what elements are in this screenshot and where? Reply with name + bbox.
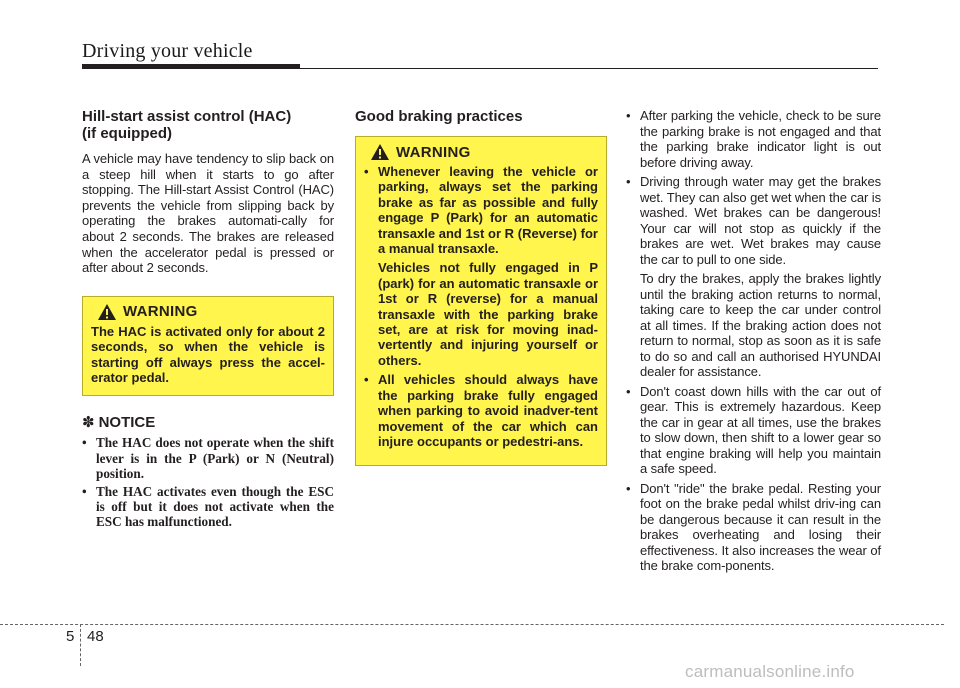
- braking-practices-list: [626, 108, 881, 574]
- warning-triangle-icon: [97, 303, 117, 321]
- notice-heading: [82, 413, 334, 431]
- practice-item-2-cont: To dry the brakes, apply the brakes lightly until the braking action returns to normal, taking care to keep the car under control at all times. If the braking action does not return to normal, stop as soon as it is safe to do so and call an authorised HYUNDAI dealer for assistance.: [640, 271, 881, 379]
- braking-warning-item-1: Whenever leaving the vehicle or parking, always set the parking brake as far as possible and fully engage P (Park) for an automatic transaxle and 1st or R (Reverse) for a manual transaxle.: [378, 164, 598, 257]
- list-item: • All vehicles should always have the parking brake fully engaged when parking to avoid inadver-tent movement of the car which can injure occupants or pedestri-ans.: [364, 372, 598, 449]
- hac-warning-title: WARNING: [123, 303, 198, 321]
- list-item: • After parking the vehicle, check to be sure the parking brake is not engaged and that the parking brake indicator light is out before driving away.: [626, 108, 881, 170]
- header-title: Driving your vehicle: [82, 40, 253, 62]
- notice-item-1: The HAC does not operate when the shift lever is in the P (Park) or N (Neutral) position.: [96, 435, 334, 482]
- braking-warning-list: [364, 164, 598, 449]
- braking-heading: Good braking practices: [355, 108, 523, 125]
- column-hac: [82, 108, 334, 532]
- hac-heading: [82, 108, 334, 142]
- list-item: • Whenever leaving the vehicle or parking, always set the parking brake as far as possible and fully engage P (Park) for an automatic transaxle and 1st or R (Reverse) for a manual transaxle. Vehicles not fully engaged in P (park) for an automatic transaxle or 1st or R (reverse) for a manual transaxle with the parking brake set, are at risk for moving inad-vertently and injuring yourself or others.: [364, 164, 598, 368]
- notice-item-2: The HAC activates even though the ESC is off but it does not activate when the ESC has malfunctioned.: [96, 483, 334, 530]
- list-item: • Don't "ride" the brake pedal. Resting your foot on the brake pedal whilst driv-ing can be dangerous because it can result in the brakes overheating and losing their effectiveness. It also increases the wear of the brake com-ponents.: [626, 480, 881, 573]
- column-braking-practices: [626, 108, 881, 578]
- practice-item-3: Don't coast down hills with the car out of gear. This is extremely hazardous. Keep the car in gear at all times, use the brakes to slow down, then shift to a lower gear so that engine braking will help you maintain a safe speed.: [640, 383, 881, 476]
- section-number: 5: [66, 628, 75, 645]
- watermark: carmanualsonline.info: [685, 662, 855, 681]
- braking-warning-box: [355, 136, 607, 466]
- notice-list: [82, 435, 334, 529]
- header-rule-thin: [82, 68, 878, 69]
- hac-warning-text: The HAC is activated only for about 2 seconds, so when the vehicle is starting off always press the accel-erator pedal.: [91, 323, 325, 385]
- braking-warning-header: [370, 143, 598, 161]
- braking-warning-item-2: All vehicles should always have the parking brake fully engaged when parking to avoid inadver-tent movement of the car which can injure occupants or pedestri-ans.: [378, 372, 598, 449]
- practice-item-1: After parking the vehicle, check to be sure the parking brake is not engaged and that the parking brake indicator light is out before driving away.: [640, 108, 881, 170]
- practice-item-2: Driving through water may get the brakes wet. They can also get wet when the car is washed. Wet brakes can be dangerous! Your car will not stop as quickly if the brakes are wet. Wet brakes may cause the car to pull to one side.: [640, 174, 881, 267]
- page-number: 48: [87, 628, 104, 645]
- notice-asterisk-icon: ✽: [82, 414, 95, 432]
- practice-item-4: Don't "ride" the brake pedal. Resting your foot on the brake pedal whilst driv-ing can be dangerous because it can result in the brakes overheating and losing their effectiveness. It also increases the wear of the brake com-ponents.: [640, 480, 881, 573]
- footer-divider: [80, 624, 81, 666]
- braking-warning-item-1-cont: Vehicles not fully engaged in P (park) for an automatic transaxle or 1st or R (reverse) for a manual transaxle with the parking brake set, are at risk for moving inad-vertently and injuring yourself or others.: [378, 260, 598, 368]
- hac-warning-header: [97, 303, 325, 321]
- list-item: • Driving through water may get the brakes wet. They can also get wet when the car is washed. Wet brakes can be dangerous! Your car will not stop as quickly if the brakes are wet. Wet brakes may cause the car to pull to one side. To dry the brakes, apply the brakes lightly until the braking action returns to normal, taking care to keep the car under control at all times. If the braking action does not return to normal, stop as soon as it is safe to do so and call an authorised HYUNDAI dealer for assistance.: [626, 174, 881, 379]
- hac-heading-line1: Hill-start assist control (HAC): [82, 108, 292, 125]
- notice-title: NOTICE: [98, 413, 156, 431]
- hac-heading-line2: (if equipped): [82, 125, 172, 142]
- list-item: • The HAC does not operate when the shift lever is in the P (Park) or N (Neutral) position.: [82, 435, 334, 482]
- list-item: • The HAC activates even though the ESC is off but it does not activate when the ESC has malfunctioned.: [82, 483, 334, 530]
- hac-warning-box: [82, 296, 334, 397]
- braking-warning-title: WARNING: [396, 143, 471, 161]
- list-item: • Don't coast down hills with the car out of gear. This is extremely hazardous. Keep the car in gear at all times, use the brakes to slow down, then shift to a lower gear so that engine braking will help you maintain a safe speed.: [626, 383, 881, 476]
- warning-triangle-icon: [370, 143, 390, 161]
- footer-rule: [0, 624, 944, 625]
- column-braking-warning: [355, 108, 607, 466]
- hac-notice: [82, 413, 334, 529]
- hac-body: A vehicle may have tendency to slip back on a steep hill when it starts to go after stopping. The Hill-start Assist Control (HAC) prevents the vehicle from slipping back by operating the brakes automati-cally for about 2 seconds. The brakes are released when the accelerator pedal is pressed or after about 2 seconds.: [82, 151, 334, 276]
